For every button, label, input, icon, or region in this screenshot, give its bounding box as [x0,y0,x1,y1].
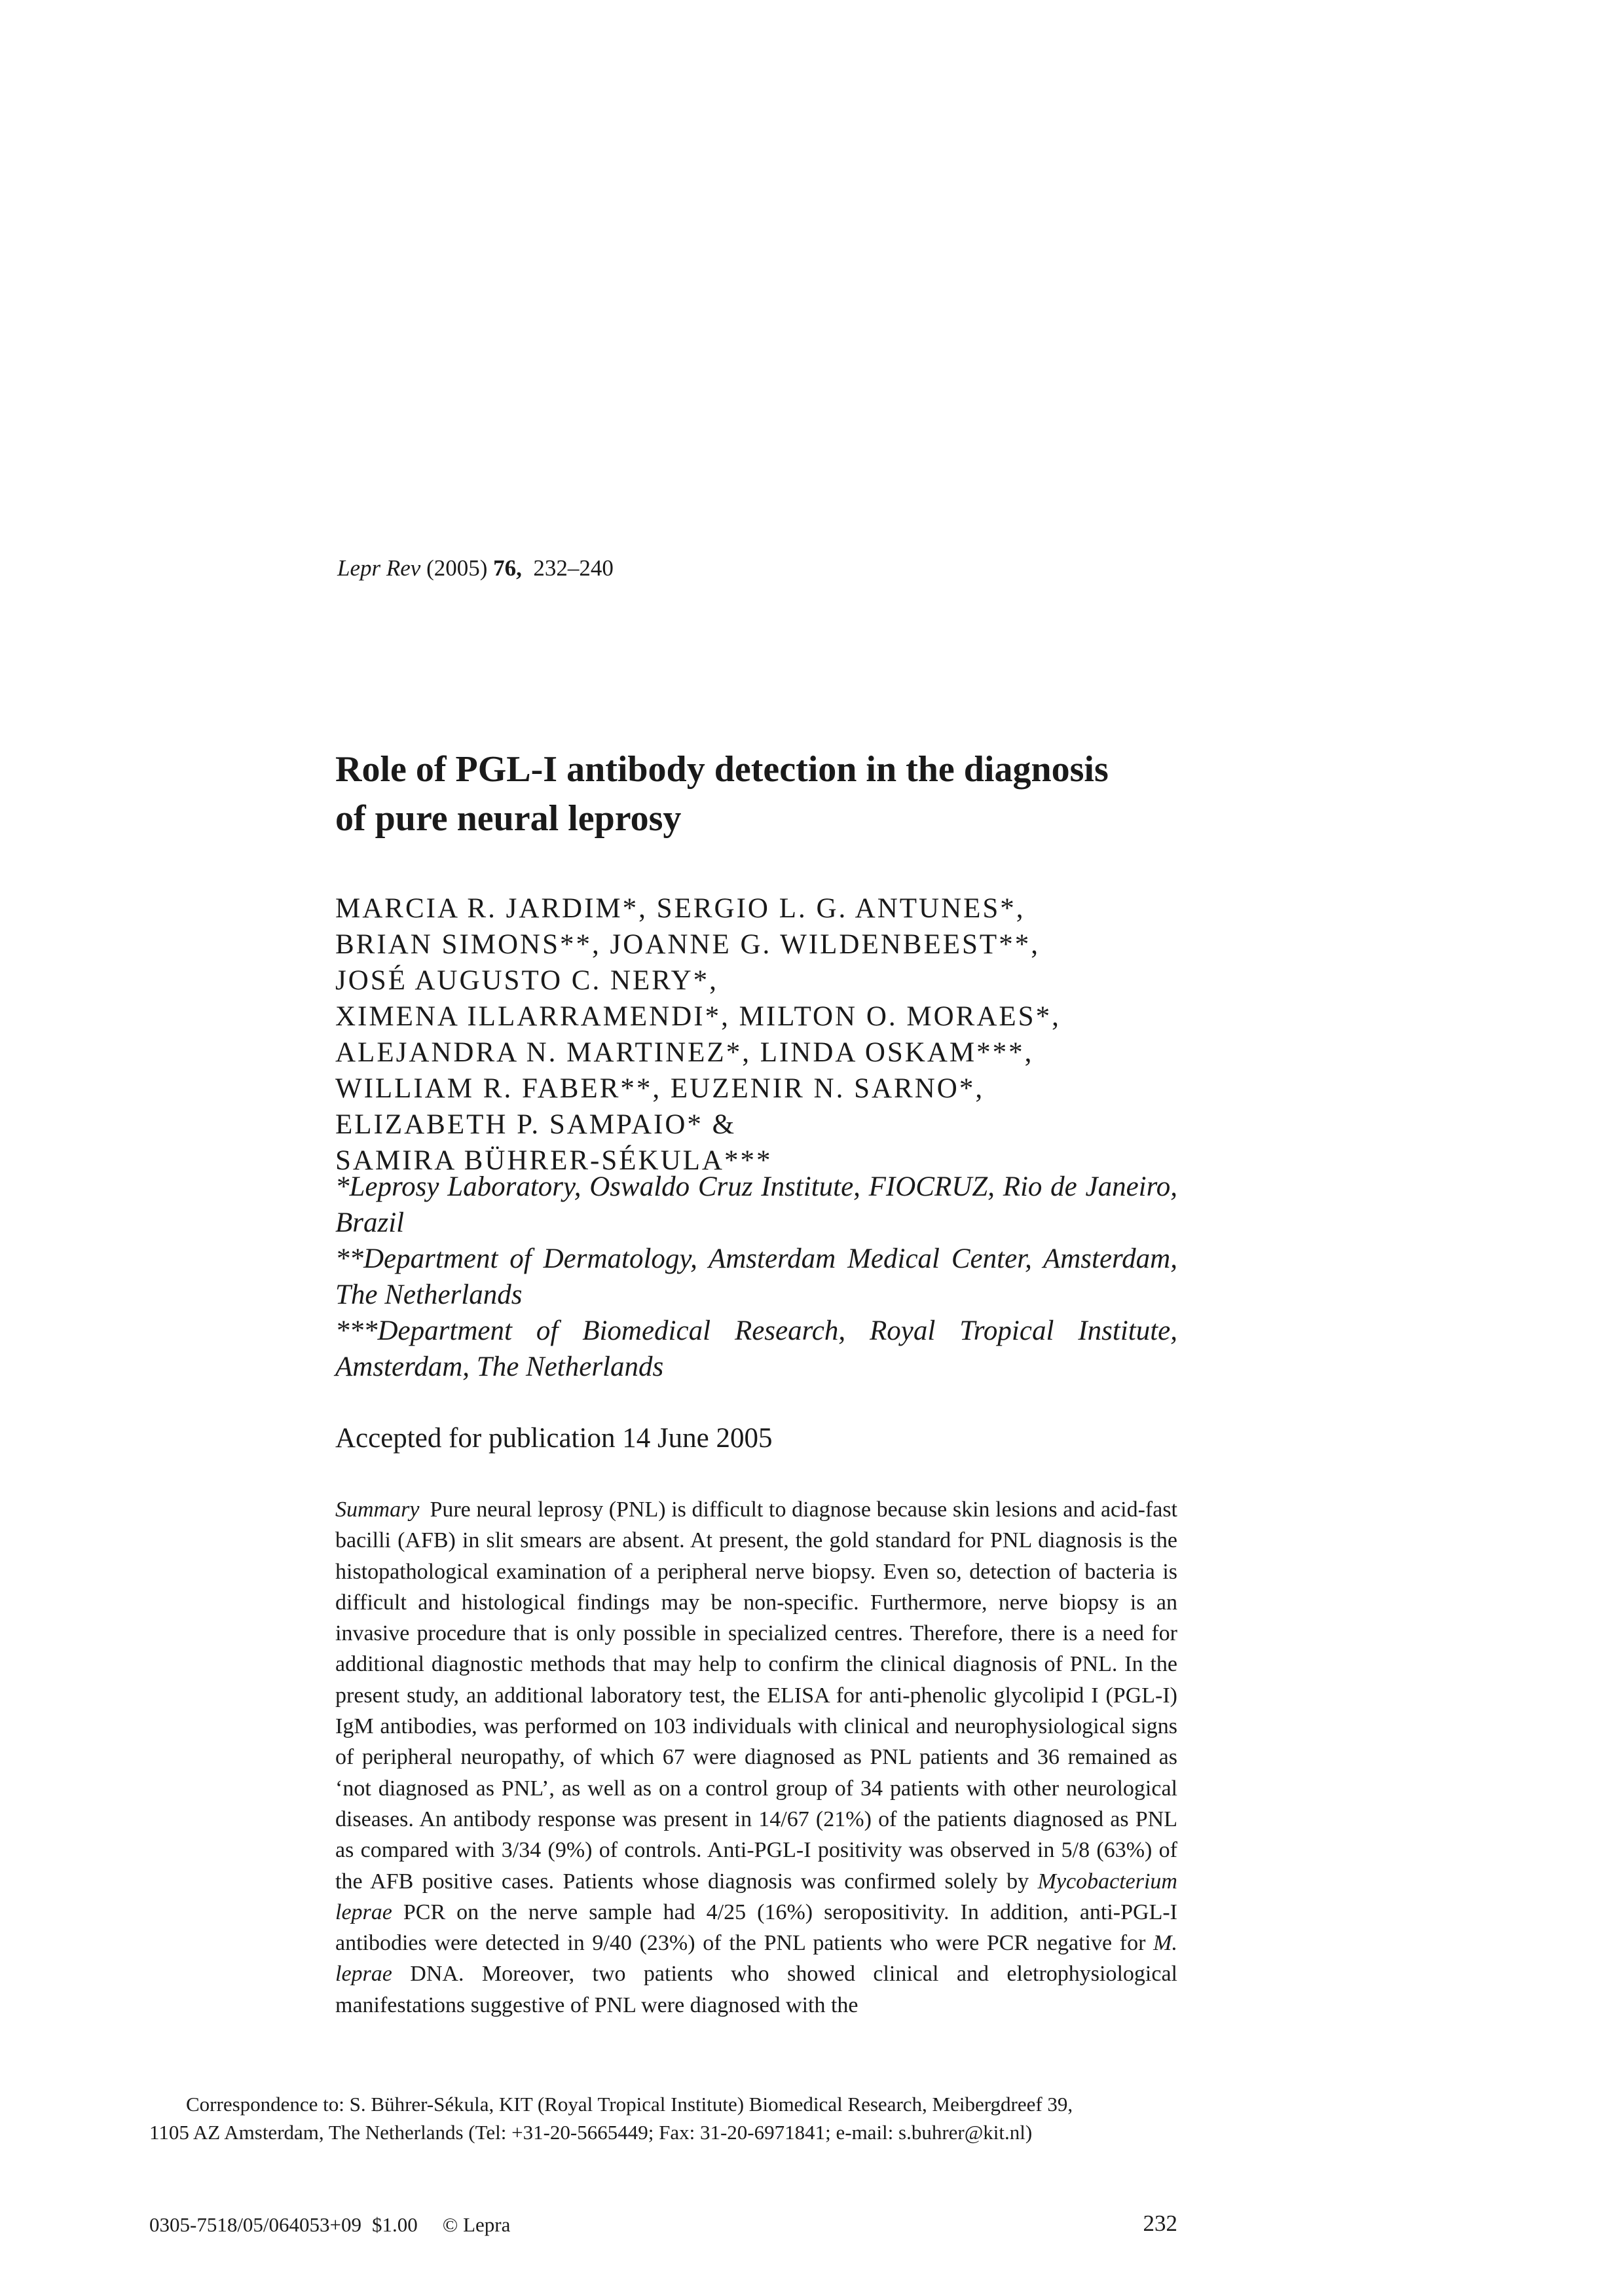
journal-volume: 76, [493,555,522,581]
author-list [335,890,1187,1179]
abstract [335,1494,1177,2021]
author-line: XIMENA ILLARRAMENDI*, MILTON O. MORAES*, [335,1001,1061,1032]
footer-info [149,2213,510,2237]
affiliation: *Leprosy Laboratory, Oswaldo Cruz Institute, FIOCRUZ, Rio de Janeiro, Brazil [335,1171,1177,1238]
abstract-text: DNA. Moreover, two patients who showed clinical and eletrophysiological manifestations suggestive of PNL were diagnosed with the [335,1962,1177,2017]
species-name-short: M. leprae [335,1931,1177,1987]
author-line: ALEJANDRA N. MARTINEZ*, LINDA OSKAM***, [335,1037,1034,1068]
affiliation-list [335,1169,1177,1385]
affiliation: **Department of Dermatology, Amsterdam Medical Center, Amsterdam, The Netherlands [335,1243,1177,1310]
author-line: SAMIRA BÜHRER-SÉKULA*** [335,1145,773,1176]
journal-name: Lepr Rev [337,555,421,581]
title-line: of pure neural leprosy [335,798,682,839]
journal-year: (2005) [426,555,488,581]
article-title [335,745,1187,843]
title-line: Role of PGL-I antibody detection in the diagnosis [335,749,1109,790]
author-line: MARCIA R. JARDIM*, SERGIO L. G. ANTUNES*, [335,893,1025,924]
abstract-paragraph [335,1494,1177,2021]
accepted-date: Accepted for publication 14 June 2005 [335,1423,773,1454]
footer-copyright: © Lepra [442,2213,511,2236]
footer-code: 0305-7518/05/064053+09 [149,2213,362,2236]
correspondence-line: 1105 AZ Amsterdam, The Netherlands (Tel: +31-20-5665449; Fax: 31-20-6971841; e-mail: s.buhrer@kit.nl) [149,2121,1033,2144]
abstract-text: PCR on the nerve sample had 4/25 (16%) seropositivity. In addition, anti-PGL-I antibodies were detected in 9/40 (23%) of the PNL patients who were PCR negative for [335,1900,1177,1956]
abstract-label: Summary [335,1497,420,1522]
affiliation: ***Department of Biomedical Research, Royal Tropical Institute, Amsterdam, The Netherlands [335,1315,1177,1382]
author-line: WILLIAM R. FABER**, EUZENIR N. SARNO*, [335,1073,985,1104]
species-name: Mycobacterium leprae [335,1869,1177,1924]
footer-price: $1.00 [372,2213,418,2236]
abstract-text: Pure neural leprosy (PNL) is difficult to diagnose because skin lesions and acid-fast bacilli (AFB) in slit smears are absent. At present, the gold standard for PNL diagnosis is the histopathological examination of a peripheral nerve biopsy. Even so, detection of bacteria is difficult and histological findings may be non-specific. Furthermore, nerve biopsy is an invasive procedure that is only possible in specialized centres. Therefore, there is a need for additional diagnostic methods that may help to confirm the clinical diagnosis of PNL. In the present study, an additional laboratory test, the ELISA for anti-phenolic glycolipid I (PGL-I) IgM antibodies, was performed on 103 individuals with clinical and neurophysiological signs of peripheral neuropathy, of which 67 were diagnosed as PNL patients and 36 remained as ‘not diagnosed as PNL’, as well as on a control group of 34 patients with other neurological diseases. An antibody response was present in 14/67 (21%) of the patients diagnosed as PNL as compared with 3/34 (9%) of controls. Anti-PGL-I positivity was observed in 5/8 (63%) of the AFB positive cases. Patients whose diagnosis was confirmed solely by [335,1497,1177,1894]
author-line: JOSÉ AUGUSTO C. NERY*, [335,965,718,996]
author-line: BRIAN SIMONS**, JOANNE G. WILDENBEEST**, [335,929,1040,960]
author-line: ELIZABETH P. SAMPAIO* & [335,1109,737,1140]
correspondence [149,2090,1177,2146]
correspondence-line: Correspondence to: S. Bührer-Sékula, KIT (Royal Tropical Institute) Biomedical Research, Meibergdreef 39, [186,2093,1073,2116]
page-number: 232 [1143,2211,1177,2236]
journal-citation [337,555,614,581]
journal-pages: 232–240 [533,555,614,581]
